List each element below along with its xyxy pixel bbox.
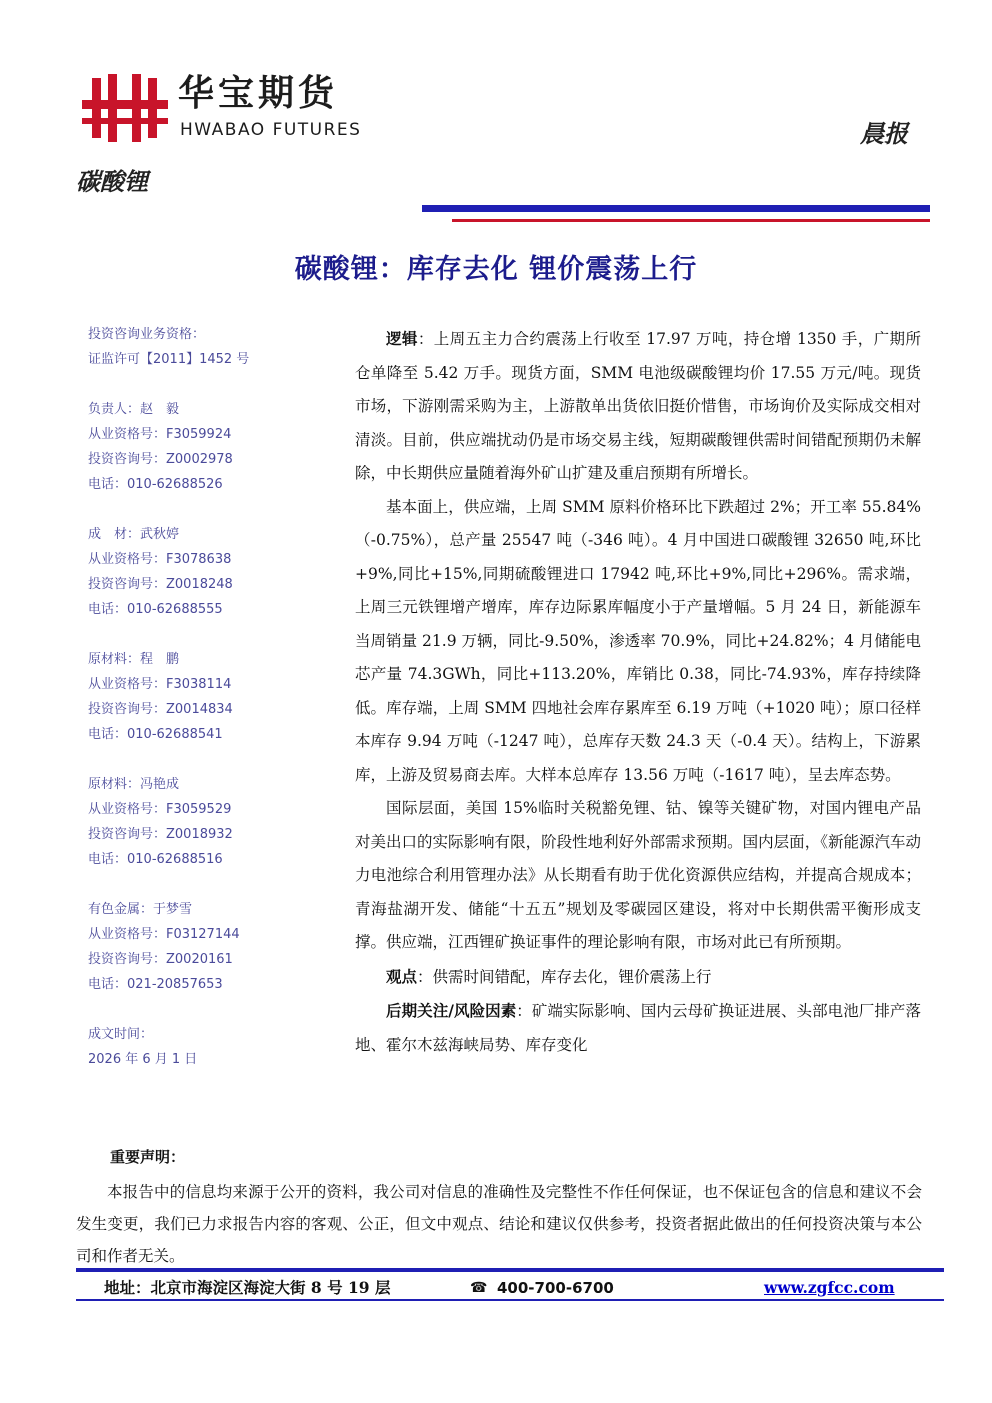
website-link[interactable]: www.zgfcc.com: [764, 1278, 895, 1297]
header-divider-red: [452, 219, 930, 222]
footer-phone: 400-700-6700: [497, 1279, 614, 1297]
logo-english-name: HWABAO FUTURES: [180, 120, 362, 140]
hwabao-logo-icon: [82, 74, 168, 142]
logic-label: 逻辑: [386, 329, 418, 348]
sidebar-line: 原材料：冯艳成: [88, 777, 180, 792]
sidebar-group-analyst: [88, 772, 318, 872]
fundamentals-paragraph: 基本面上，供应端，上周 SMM 原料价格环比下跌超过 2%；开工率 55.84%（-0.75%），总产量 25547 吨（-346 吨）。4 月中国进口碳酸锂 32650 吨,环比+9%,同比+15%,同期硫酸锂进口 17942 吨,环比+9%,同比+296%。需求端，上周三元铁锂增产增库，库存边际累库幅度小于产量增幅。5 月 24 日，新能源车当周销量 21.9 万辆，同比-9.50%，渗透率 70.9%，同比+24.82%；4 月储能电芯产量 74.3GWh，同比+113.20%，库销比 0.38，同比-74.93%，库存持续降低。库存端，上周 SMM 四地社会库存累库至 6.19 万吨（+1020 吨）；原口径样本库存 9.94 万吨（-1247 吨），总库存天数 24.3 天（-0.4 天）。结构上，下游累库，上游及贸易商去库。大样本总库存 13.56 万吨（-1617 吨），呈去库态势。: [355, 497, 921, 784]
sidebar-line: 成文时间：: [88, 1027, 154, 1042]
disclaimer-title: 重要声明：: [110, 1148, 186, 1166]
sidebar-line: 从业资格号：F3038114: [88, 677, 232, 692]
header-divider-blue: [422, 205, 930, 212]
sidebar-group-analyst: [88, 522, 318, 622]
sidebar-line: 电话：010-62688516: [88, 852, 223, 867]
risk-paragraph: [355, 994, 921, 1062]
view-paragraph: [355, 960, 921, 995]
sidebar-line: 证监许可【2011】1452 号: [88, 352, 250, 367]
footer-address: 地址：北京市海淀区海淀大街 8 号 19 层: [104, 1278, 391, 1297]
footer-divider-bottom: [76, 1299, 944, 1301]
report-body: [355, 322, 921, 1062]
report-type-label: 晨报: [860, 119, 908, 148]
sidebar-line: 电话：010-62688526: [88, 477, 223, 492]
view-text: ：供需时间错配，库存去化，锂价震荡上行: [417, 967, 712, 986]
analyst-sidebar: [88, 322, 318, 1072]
sidebar-line: 电话：010-62688541: [88, 727, 223, 742]
footer-divider-top: [76, 1268, 944, 1272]
sidebar-group-qualification: [88, 322, 318, 372]
report-title: 碳酸锂：库存去化 锂价震荡上行: [294, 254, 698, 285]
sidebar-line: 从业资格号：F3078638: [88, 552, 232, 567]
sidebar-line: 投资咨询号：Z0002978: [88, 452, 233, 467]
sidebar-line: 投资咨询号：Z0018932: [88, 827, 233, 842]
sidebar-line: 原材料：程 鹏: [88, 652, 180, 667]
risk-text: ：矿端实际影响、国内云母矿换证进展、头部电池厂排产落地、霍尔木兹海峡局势、库存变化: [355, 1002, 921, 1054]
sidebar-line: 从业资格号：F03127144: [88, 927, 240, 942]
sidebar-line: 负责人：赵 毅: [88, 402, 180, 417]
sidebar-line: 从业资格号：F3059924: [88, 427, 232, 442]
sidebar-line: 2026 年 6 月 1 日: [88, 1052, 198, 1067]
sidebar-line: 从业资格号：F3059529: [88, 802, 232, 817]
sidebar-line: 投资咨询业务资格：: [88, 327, 206, 342]
sidebar-line: 成 材：武秋婷: [88, 527, 180, 542]
disclaimer-text: 本报告中的信息均来源于公开的资料，我公司对信息的准确性及完整性不作任何保证，也不保证包含的信息和建议不会发生变更，我们已力求报告内容的客观、公正，但文中观点、结论和建议仅供参考，投资者据此做出的任何投资决策与本公司和作者无关。: [76, 1183, 922, 1265]
sidebar-line: 有色金属：于梦雪: [88, 902, 193, 917]
logo-chinese-name: 华宝期货: [178, 73, 339, 114]
international-paragraph: 国际层面，美国 15%临时关税豁免锂、钴、镍等关键矿物，对国内锂电产品对美出口的实际影响有限，阶段性地利好外部需求预期。国内层面，《新能源汽车动力电池综合利用管理办法》从长期看有助于优化资源供应结构，并提高合规成本；青海盐湖开发、储能“十五五”规划及零碳园区建设，将对中长期供需平衡形成支撑。供应端，江西锂矿换证事件的理论影响有限，市场对此已有所预期。: [355, 799, 921, 951]
product-name: 碳酸锂: [76, 167, 148, 196]
sidebar-group-analyst: [88, 397, 318, 497]
view-label: 观点: [386, 966, 418, 986]
sidebar-line: 投资咨询号：Z0014834: [88, 702, 233, 717]
risk-label: 后期关注/风险因素: [386, 1001, 517, 1020]
sidebar-line: 投资咨询号：Z0020161: [88, 952, 233, 967]
phone-icon: ☎: [470, 1280, 488, 1296]
sidebar-group-date: [88, 1022, 318, 1072]
sidebar-group-analyst: [88, 897, 318, 997]
logic-text: ：上周五主力合约震荡上行收至 17.97 万吨，持仓增 1350 手，广期所仓单降至 5.42 万手。现货方面，SMM 电池级碳酸锂均价 17.55 万元/吨。现货市场，下游刚需采购为主，上游散单出货依旧挺价惜售，市场询价及实际成交相对清淡。目前，供应端扰动仍是市场交易主线，短期碳酸锂供需时间错配预期仍未解除，中长期供应量随着海外矿山扩建及重启预期有所增长。: [355, 330, 921, 482]
sidebar-line: 电话：021-20857653: [88, 977, 223, 992]
sidebar-line: 投资咨询号：Z0018248: [88, 577, 233, 592]
sidebar-group-analyst: [88, 647, 318, 747]
sidebar-line: 电话：010-62688555: [88, 602, 223, 617]
logic-paragraph: [355, 322, 921, 491]
